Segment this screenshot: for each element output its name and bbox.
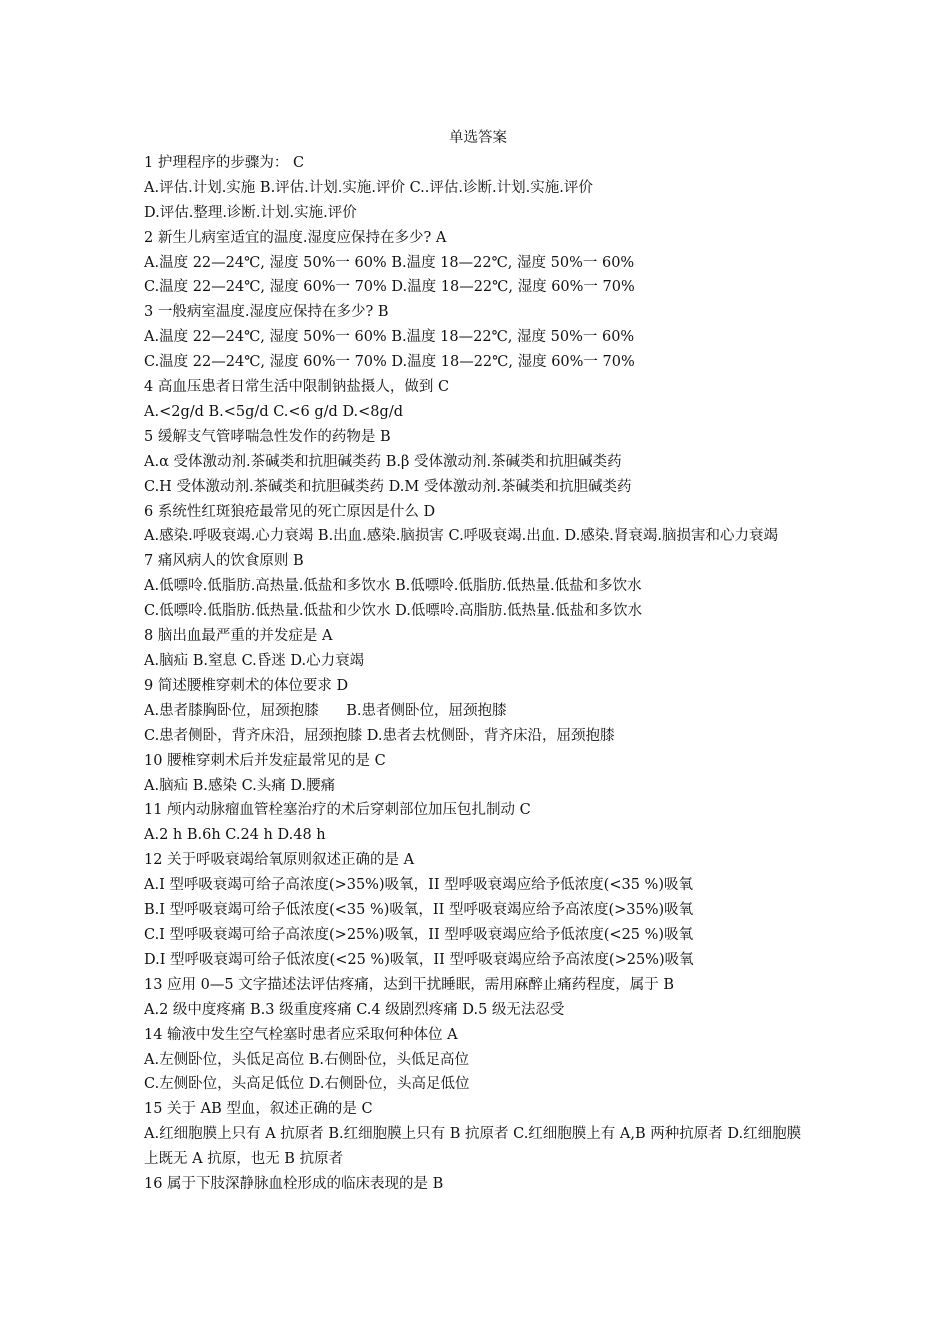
document-line: 3 一般病室温度.湿度应保持在多少? B — [144, 304, 389, 321]
document-line: A.低嘌呤.低脂肪.高热量.低盐和多饮水 B.低嘌呤.低脂肪.低热量.低盐和多饮水 — [144, 578, 642, 595]
document-line: A.α 受体激动剂.茶碱类和抗胆碱类药 B.β 受体激动剂.茶碱类和抗胆碱类药 — [144, 453, 622, 470]
document-line: 5 缓解支气管哮喘急性发作的药物是 B — [144, 428, 391, 445]
document-line: A.感染.呼吸衰竭.心力衰竭 B.出血.感染.脑损害 C.呼吸衰竭.出血. D.感染.肾衰竭.脑损害和心力衰竭 — [144, 528, 778, 545]
document-line: 10 腰椎穿刺术后并发症最常见的是 C — [144, 752, 386, 769]
document-line: 15 关于 AB 型血，叙述正确的是 C — [144, 1101, 373, 1118]
document-line: C.I 型呼吸衰竭可给子高浓度(>25%)吸氧，II 型呼吸衰竭应给予低浓度(<25 %)吸氧 — [144, 926, 694, 943]
document-line: D.I 型呼吸衰竭可给子低浓度(<25 %)吸氧，II 型呼吸衰竭应给予高浓度(>25%)吸氧 — [144, 951, 694, 968]
document-line: 6 系统性红斑狼疮最常见的死亡原因是什么 D — [144, 503, 436, 520]
document-page — [144, 126, 812, 1197]
document-line: A.红细胞膜上只有 A 抗原者 B.红细胞膜上只有 B 抗原者 C.红细胞膜上有 A,B 两种抗原者 D.红细胞膜上既无 A 抗原，也无 B 抗原者 — [144, 1126, 802, 1168]
document-line: C.左侧卧位，头高足低位 D.右侧卧位，头高足低位 — [144, 1076, 470, 1093]
document-line: A.温度 22—24℃, 湿度 50%一 60% B.温度 18—22℃, 湿度 50%一 60% — [144, 254, 635, 271]
document-line: A.<2g/d B.<5g/d C.<6 g/d D.<8g/d — [144, 403, 403, 420]
document-line: 14 输液中发生空气栓塞时患者应采取何种体位 A — [144, 1026, 458, 1043]
document-line: C.患者侧卧，背齐床沿，屈颈抱膝 D.患者去枕侧卧，背齐床沿，屈颈抱膝 — [144, 727, 615, 744]
document-line: A.评估.计划.实施 B.评估.计划.实施.评价 C..评估.诊断.计划.实施.评价 — [144, 179, 593, 196]
document-line: A.脑疝 B.窒息 C.昏迷 D.心力衰竭 — [144, 653, 365, 670]
document-line: D.评估.整理.诊断.计划.实施.评价 — [144, 204, 357, 221]
document-line: 16 属于下肢深静脉血栓形成的临床表现的是 B — [144, 1176, 444, 1193]
document-line: A.2 级中度疼痛 B.3 级重度疼痛 C.4 级剧烈疼痛 D.5 级无法忍受 — [144, 1001, 565, 1018]
document-line: 7 痛风病人的饮食原则 B — [144, 553, 304, 570]
document-line: C.温度 22—24℃, 湿度 60%一 70% D.温度 18—22℃, 湿度 60%一 70% — [144, 354, 635, 371]
document-line: A.I 型呼吸衰竭可给子高浓度(>35%)吸氧，II 型呼吸衰竭应给予低浓度(<35 %)吸氧 — [144, 877, 693, 894]
document-line: 12 关于呼吸衰竭给氧原则叙述正确的是 A — [144, 852, 415, 869]
document-body — [144, 151, 812, 1197]
document-line: 2 新生儿病室适宜的温度.湿度应保持在多少? A — [144, 229, 447, 246]
document-line: 9 简述腰椎穿刺术的体位要求 D — [144, 677, 349, 694]
document-line: 13 应用 0—5 文字描述法评估疼痛，达到干扰睡眠，需用麻醉止痛药程度，属于 B — [144, 976, 674, 993]
document-line: A.患者膝胸卧位，屈颈抱膝 B.患者侧卧位，屈颈抱膝 — [144, 702, 507, 719]
document-line: A.2 h B.6h C.24 h D.48 h — [144, 827, 326, 844]
document-line: 11 颅内动脉瘤血管栓塞治疗的术后穿刺部位加压包扎制动 C — [144, 802, 531, 819]
document-line: 8 脑出血最严重的并发症是 A — [144, 628, 333, 645]
document-title: 单选答案 — [449, 130, 507, 146]
document-line: B.I 型呼吸衰竭可给子低浓度(<35 %)吸氧，II 型呼吸衰竭应给予高浓度(>35%)吸氧 — [144, 902, 694, 919]
document-line: 1 护理程序的步骤为： C — [144, 154, 305, 171]
document-line: C.低嘌呤.低脂肪.低热量.低盐和少饮水 D.低嘌呤.高脂肪.低热量.低盐和多饮水 — [144, 603, 643, 620]
document-line: A.左侧卧位，头低足高位 B.右侧卧位，头低足高位 — [144, 1051, 469, 1068]
document-line: 4 高血压患者日常生活中限制钠盐摄人，做到 C — [144, 379, 450, 396]
document-line: C.温度 22—24℃, 湿度 60%一 70% D.温度 18—22℃, 湿度 60%一 70% — [144, 279, 635, 296]
document-line: C.H 受体激动剂.茶碱类和抗胆碱类药 D.M 受体激动剂.茶碱类和抗胆碱类药 — [144, 478, 632, 495]
document-line: A.脑疝 B.感染 C.头痛 D.腰痛 — [144, 777, 336, 794]
document-line: A.温度 22—24℃, 湿度 50%一 60% B.温度 18—22℃, 湿度 50%一 60% — [144, 329, 635, 346]
